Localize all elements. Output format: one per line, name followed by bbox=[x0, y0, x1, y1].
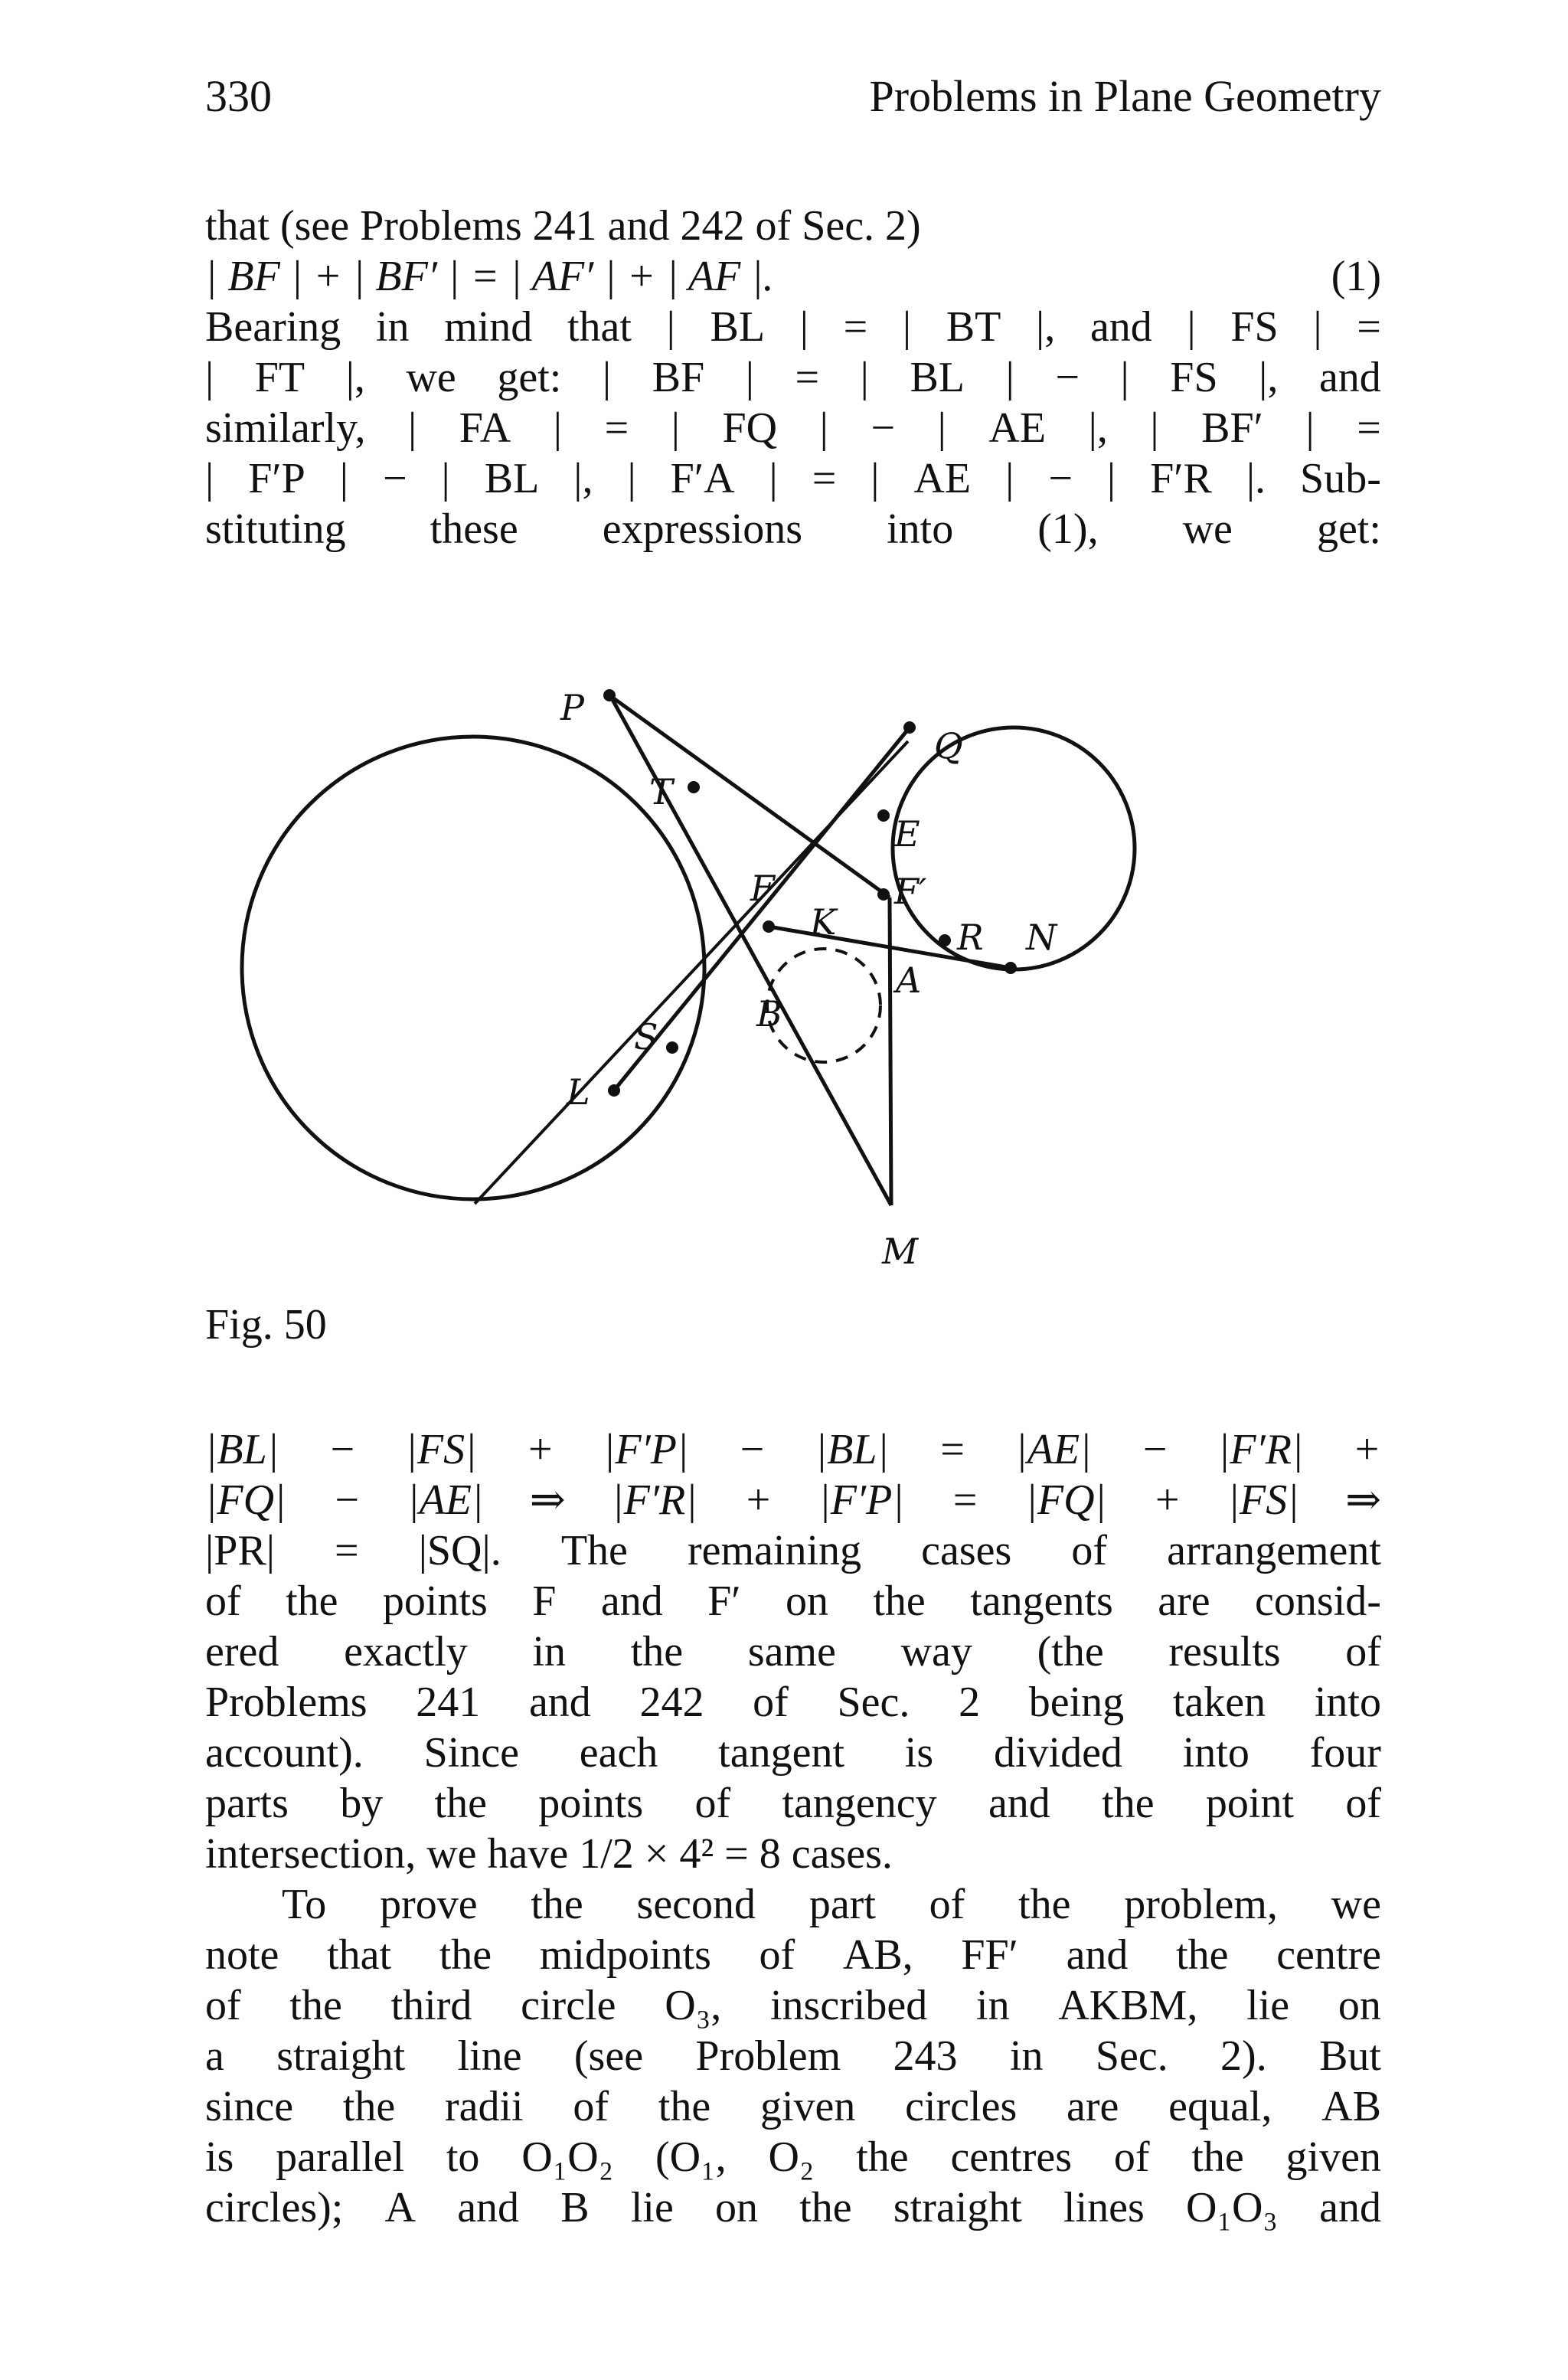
figure-50 bbox=[205, 628, 1381, 1363]
text-line: is parallel to O₁O₂ (O₁, O₂ the centres of the given bbox=[205, 2133, 1381, 2181]
text-line: Bearing in mind that | BL | = | BT |, and | FS | = bbox=[205, 303, 1381, 351]
text-line: a straight line (see Problem 243 in Sec. 2). But bbox=[205, 2032, 1381, 2080]
text-line: circles); A and B lie on the straight lines O₁O₃ and bbox=[205, 2184, 1381, 2231]
label-f: F bbox=[750, 868, 775, 909]
label-b: B bbox=[756, 993, 782, 1035]
text-line: | F′P | − | BL |, | F′A | = | AE | − | F′R |. Sub- bbox=[205, 455, 1381, 502]
text-line: Problems 241 and 242 of Sec. 2 being taken into bbox=[205, 1679, 1381, 1726]
page-header bbox=[205, 70, 1381, 139]
label-s: S bbox=[634, 1016, 658, 1058]
text-line: account). Since each tangent is divided into four bbox=[205, 1729, 1381, 1777]
point-r bbox=[939, 934, 951, 946]
text-line: parts by the points of tangency and the point of bbox=[205, 1780, 1381, 1827]
text-line: | FT |, we get: | BF | = | BL | − | FS |, and bbox=[205, 354, 1381, 401]
point-f bbox=[763, 920, 775, 933]
equation-1 bbox=[205, 251, 1381, 302]
point-s bbox=[666, 1041, 678, 1054]
geometry-diagram bbox=[205, 628, 1381, 1363]
label-a: A bbox=[896, 960, 922, 1001]
point-e bbox=[877, 809, 890, 822]
running-title: Problems in Plane Geometry bbox=[869, 71, 1381, 121]
label-l: L bbox=[567, 1071, 590, 1113]
paragraph-second-part bbox=[205, 1879, 1381, 2233]
text-line: note that the midpoints of AB, FF′ and the centre bbox=[205, 1931, 1381, 1979]
text-line: To prove the second part of the problem, we bbox=[282, 1881, 1381, 1928]
text-line: |FQ| − |AE| ⇒ |F′R| + |F′P| = |FQ| + |FS| ⇒ bbox=[205, 1476, 1381, 1524]
text-line: since the radii of the given circles are equal, AB bbox=[205, 2083, 1381, 2130]
label-n: N bbox=[1026, 917, 1057, 958]
label-r: R bbox=[957, 917, 984, 958]
label-m: M bbox=[882, 1231, 919, 1272]
point-f-prime bbox=[877, 888, 890, 901]
point-t bbox=[688, 781, 700, 793]
text-line: |PR| = |SQ|. The remaining cases of arrangement bbox=[205, 1527, 1381, 1574]
equation-number: (1) bbox=[1331, 253, 1381, 300]
label-t: T bbox=[649, 771, 673, 812]
left-circle bbox=[242, 737, 704, 1199]
label-p: P bbox=[560, 687, 584, 728]
line-q-extended bbox=[475, 741, 908, 1204]
text-line: of the points F and F′ on the tangents are consid- bbox=[205, 1577, 1381, 1625]
text-line: similarly, | FA | = | FQ | − | AE |, | BF′ | = bbox=[205, 404, 1381, 452]
paragraph-derivation bbox=[205, 1424, 1381, 1879]
text-line: of the third circle O₃, inscribed in AKBM, lie on bbox=[205, 1982, 1381, 2029]
page-number: 330 bbox=[205, 71, 272, 121]
text-line: |BL| − |FS| + |F′P| − |BL| = |AE| − |F′R| + bbox=[205, 1426, 1381, 1473]
point-l bbox=[608, 1084, 620, 1097]
label-k: K bbox=[810, 901, 837, 943]
label-q: Q bbox=[934, 725, 963, 767]
point-p bbox=[603, 689, 616, 701]
right-circle bbox=[893, 727, 1135, 969]
line-r-m bbox=[890, 897, 891, 1205]
text-line: intersection, we have 1/2 × 4² = 8 cases. bbox=[205, 1830, 893, 1878]
text-line: ered exactly in the same way (the results of bbox=[205, 1628, 1381, 1675]
text-line: stituting these expressions into (1), we get: bbox=[205, 505, 1381, 553]
figure-caption: Fig. 50 bbox=[205, 1301, 327, 1349]
point-q bbox=[903, 721, 916, 734]
label-f-prime: F′ bbox=[894, 871, 927, 912]
equation-text: | BF | + | BF′ | = | AF′ | + | AF |. bbox=[205, 253, 774, 300]
paragraph-intro bbox=[205, 201, 1381, 554]
label-e: E bbox=[894, 813, 920, 855]
inscribed-circle bbox=[767, 949, 880, 1062]
point-n bbox=[1004, 962, 1017, 974]
text-line: that (see Problems 241 and 242 of Sec. 2) bbox=[205, 202, 921, 250]
